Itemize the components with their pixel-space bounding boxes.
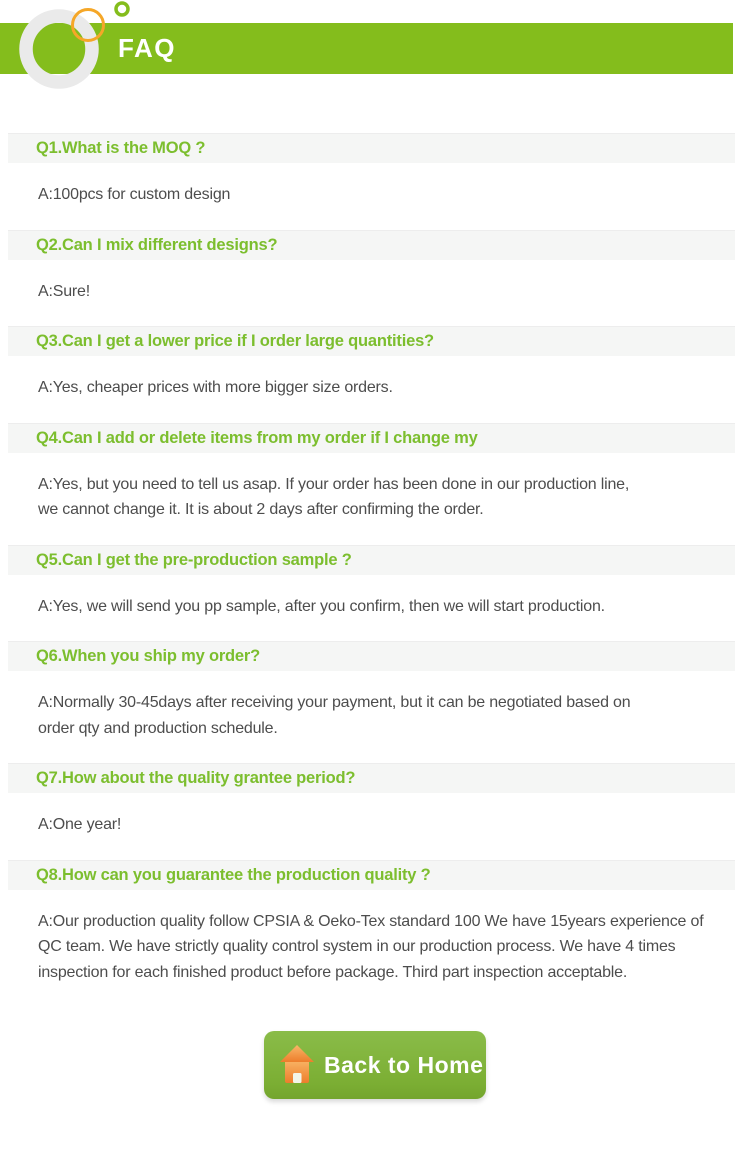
question-bar xyxy=(8,545,735,575)
faq-list xyxy=(0,133,750,985)
question-bar xyxy=(8,230,735,260)
header-decor xyxy=(0,0,150,100)
page-footer xyxy=(0,1031,750,1099)
answer-text xyxy=(38,909,750,986)
answer-text xyxy=(38,182,750,208)
faq-item xyxy=(0,133,750,208)
faq-item xyxy=(0,230,750,305)
question-bar xyxy=(8,326,735,356)
answer-line: QC team. We have strictly quality control system in our production process. We have 4 times xyxy=(38,938,676,955)
faq-item xyxy=(0,326,750,401)
question-text: Q1.What is the MOQ ? xyxy=(36,139,206,157)
question-text: Q5.Can I get the pre-production sample ? xyxy=(36,550,352,569)
back-to-home-button[interactable] xyxy=(264,1031,486,1099)
answer-line: A:Sure! xyxy=(38,282,90,300)
answer-line: order qty and production schedule. xyxy=(38,719,278,737)
answer-line: A:Yes, cheaper prices with more bigger size orders. xyxy=(38,379,393,396)
question-text: Q8.How can you guarantee the production quality ? xyxy=(36,865,431,884)
answer-text xyxy=(38,594,750,620)
answer-text xyxy=(38,472,750,523)
faq-item xyxy=(0,641,750,741)
answer-line: we cannot change it. It is about 2 days after confirming the order. xyxy=(38,501,484,518)
answer-line: A:100pcs for custom design xyxy=(38,186,231,203)
question-text: Q4.Can I add or delete items from my order if I change my xyxy=(36,428,478,447)
answer-line: A:Yes, we will send you pp sample, after you confirm, then we will start production. xyxy=(38,597,605,615)
answer-line: A:Normally 30-45days after receiving your payment, but it can be negotiated based on xyxy=(38,694,631,711)
faq-item xyxy=(0,860,750,986)
back-to-home-label: Back to Home xyxy=(324,1051,484,1078)
question-text: Q2.Can I mix different designs? xyxy=(36,235,278,254)
home-icon xyxy=(280,1045,314,1085)
question-text: Q3.Can I get a lower price if I order large quantities? xyxy=(36,332,434,350)
question-bar xyxy=(8,641,735,671)
decor-green-dot-icon xyxy=(116,3,128,15)
answer-line: inspection for each finished product before package. Third part inspection acceptable. xyxy=(38,963,628,981)
page-title: FAQ xyxy=(118,33,176,63)
question-bar xyxy=(8,763,735,793)
answer-text xyxy=(38,690,750,741)
question-text: Q6.When you ship my order? xyxy=(36,647,260,665)
answer-text xyxy=(38,812,750,838)
faq-item xyxy=(0,545,750,620)
answer-text xyxy=(38,375,750,401)
question-text: Q7.How about the quality grantee period? xyxy=(36,769,356,787)
page-header xyxy=(0,0,750,133)
faq-item xyxy=(0,763,750,838)
faq-item xyxy=(0,423,750,523)
question-bar xyxy=(8,423,735,453)
answer-line: A:One year! xyxy=(38,816,122,833)
question-bar xyxy=(8,860,735,890)
answer-line: A:Our production quality follow CPSIA & Oeko-Tex standard 100 We have 15years experience of xyxy=(38,912,704,930)
question-bar xyxy=(8,133,735,163)
answer-text xyxy=(38,279,750,305)
decor-ring-icon xyxy=(26,16,92,82)
answer-line: A:Yes, but you need to tell us asap. If your order has been done in our production line, xyxy=(38,475,630,493)
